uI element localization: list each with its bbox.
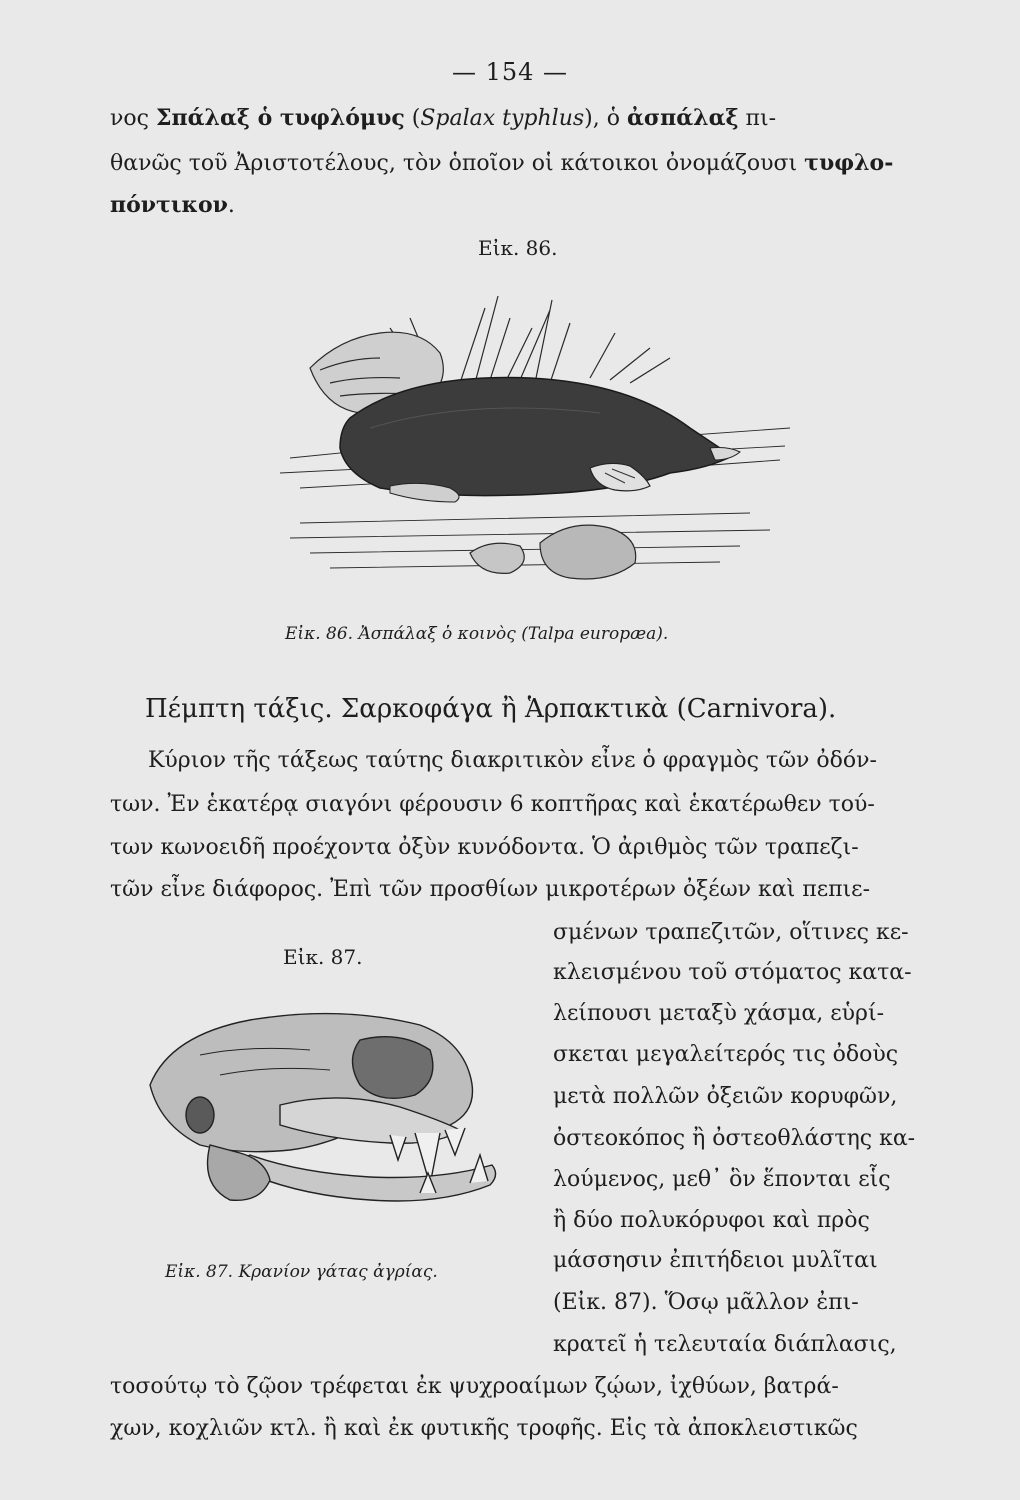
text: . <box>227 193 235 218</box>
column-line: σμένων τραπεζιτῶν, οἵτινες κε- <box>553 920 909 945</box>
mole-illustration <box>270 288 800 608</box>
figure-87-caption: Εἰκ. 87. Κρανίον γάτας ἀγρίας. <box>165 1262 438 1282</box>
paragraph-line: των. Ἐν ἑκατέρᾳ σιαγόνι φέρουσιν 6 κοπτῆρας καὶ ἑκατέρωθεν τού- <box>110 792 875 817</box>
intro-line-3 <box>110 194 235 217</box>
local-name-bold: πόντικον <box>110 192 228 218</box>
text: Εἰκ. 86. Ἀσπάλαξ ὁ κοινὸς ( <box>285 624 528 644</box>
section-heading: Πέμπτη τάξις. Σαρκοφάγα ἢ Ἁρπακτικὰ (Carnivora). <box>145 694 837 724</box>
local-name-bold: τυφλο- <box>804 150 894 176</box>
column-line: μετὰ πολλῶν ὀξειῶν κορυφῶν, <box>553 1084 898 1109</box>
wildcat-skull-illustration <box>140 995 520 1255</box>
intro-line-1 <box>110 107 776 130</box>
column-line: λείπουσι μεταξὺ χάσμα, εὑρί- <box>553 1001 884 1026</box>
species-name-bold: Σπάλαξ ὁ τυφλόμυς <box>155 105 405 131</box>
figure-86-label: Εἰκ. 86. <box>478 236 558 260</box>
paragraph-line: χων, κοχλιῶν κτλ. ἢ καὶ ἐκ φυτικῆς τροφῆς. Εἰς τὰ ἀποκλειστικῶς <box>110 1416 858 1441</box>
figure-86-caption <box>285 624 668 644</box>
text: ( <box>404 106 421 131</box>
paragraph-line: τοσούτῳ τὸ ζῷον τρέφεται ἐκ ψυχροαίμων ζῴων, ἰχθύων, βατρά- <box>110 1374 839 1399</box>
page-number: — 154 — <box>451 58 569 86</box>
paragraph-line: τῶν εἶνε διάφορος. Ἐπὶ τῶν προσθίων μικροτέρων ὀξέων καὶ πεπιε- <box>110 877 871 902</box>
species-latin-name: Spalax typhlus <box>420 106 585 131</box>
latin-name: Talpa europæa <box>527 624 657 644</box>
text: νος <box>110 106 156 131</box>
column-line: κρατεῖ ἡ τελευταία διάπλασις, <box>553 1332 897 1357</box>
paragraph-line: των κωνοειδῆ προέχοντα ὀξὺν κυνόδοντα. Ὁ ἀριθμὸς τῶν τραπεζι- <box>110 835 859 860</box>
text: πι- <box>738 106 777 131</box>
figure-87-label: Εἰκ. 87. <box>283 945 363 969</box>
column-line: ἢ δύο πολυκόρυφοι καὶ πρὸς <box>553 1208 870 1233</box>
intro-line-2 <box>110 152 893 175</box>
column-line: μάσσησιν ἐπιτήδειοι μυλῖται <box>553 1248 878 1273</box>
text: ), ὁ <box>584 106 627 131</box>
species-name-bold: ἀσπάλαξ <box>626 105 739 131</box>
paragraph-line: Κύριον τῆς τάξεως ταύτης διακριτικὸν εἶνε ὁ φραγμὸς τῶν ὀδόν- <box>148 748 877 773</box>
column-line: (Εἰκ. 87). Ὅσῳ μᾶλλον ἐπι- <box>553 1290 859 1315</box>
text: θανῶς τοῦ Ἀριστοτέλους, τὸν ὁποῖον οἱ κάτοικοι ὀνομάζουσι <box>110 151 805 176</box>
column-line: λούμενος, μεθ᾽ ὃν ἕπονται εἷς <box>553 1167 891 1192</box>
column-line: σκεται μεγαλείτερός τις ὀδοὺς <box>553 1042 899 1067</box>
column-line: ὀστεοκόπος ἢ ὀστεοθλάστης κα- <box>553 1126 916 1151</box>
text: ). <box>656 624 669 644</box>
column-line: κλεισμένου τοῦ στόματος κατα- <box>553 960 912 985</box>
